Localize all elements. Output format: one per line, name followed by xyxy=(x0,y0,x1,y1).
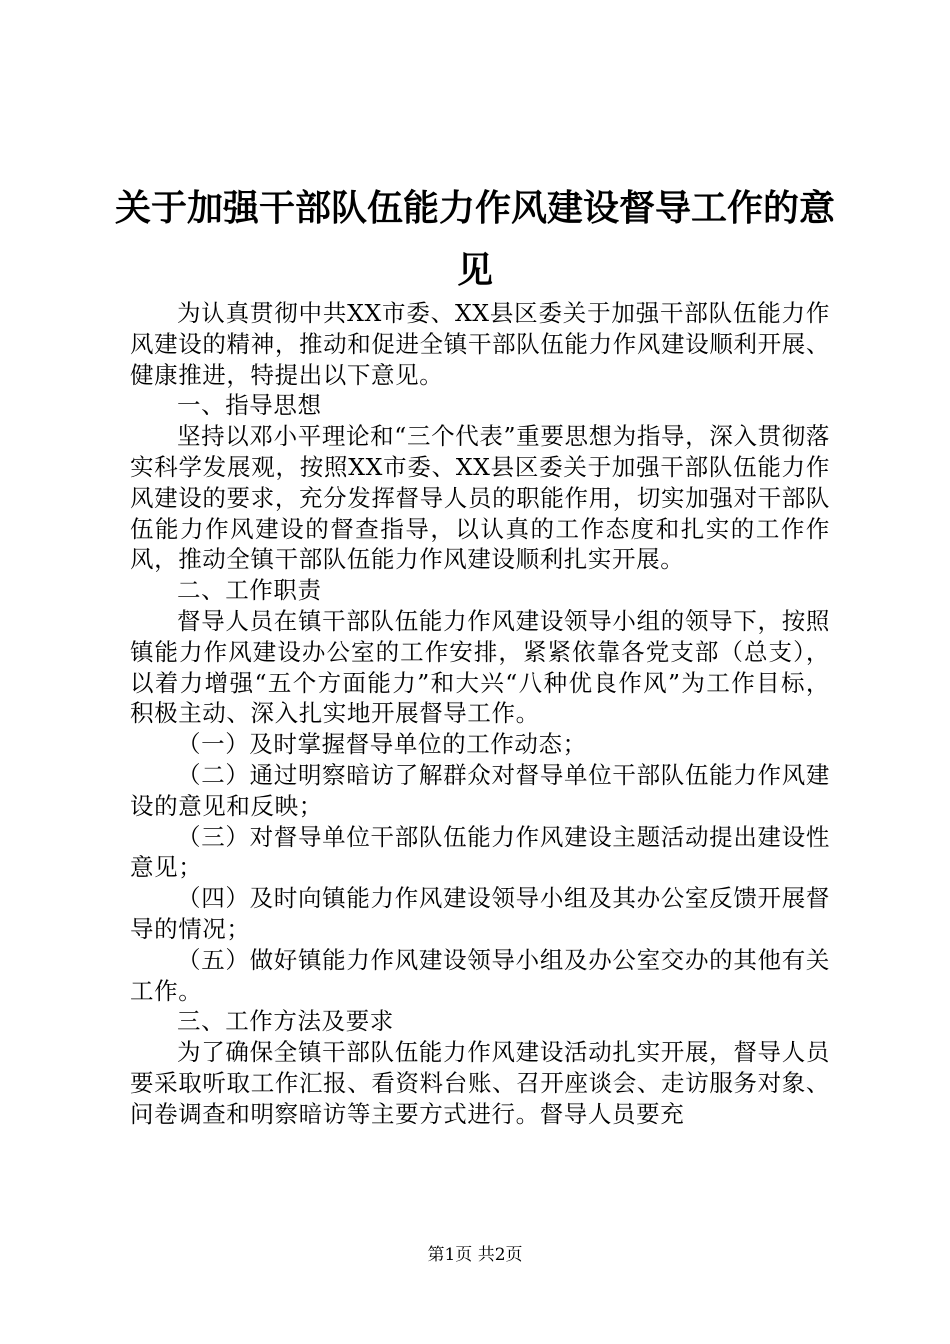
document-title-line-1: 关于加强干部队伍能力作风建设督导工作的意 xyxy=(114,187,835,229)
responsibility-item-3: （三）对督导单位干部队伍能力作风建设主题活动提出建设性意见； xyxy=(130,822,830,882)
section-heading-responsibilities: 二、工作职责 xyxy=(177,576,322,605)
document-title-line-2: 见 xyxy=(456,249,493,291)
responsibility-item-1: （一）及时掌握督导单位的工作动态； xyxy=(177,730,587,759)
section-paragraph-guiding-thought: 坚持以邓小平理论和“三个代表”重要思想为指导，深入贯彻落实科学发展观，按照XX市委、XX县区委关于加强干部队伍能力作风建设的要求，充分发挥督导人员的职能作用，切实加强对干部队伍能力作风建设的督查指导，以认真的工作态度和扎实的工作作风，推动全镇干部队伍能力作风建设顺利扎实开展。 xyxy=(130,422,830,574)
page-number-footer: 第1页 共2页 xyxy=(427,1245,523,1265)
responsibility-item-4: （四）及时向镇能力作风建设领导小组及其办公室反馈开展督导的情况； xyxy=(130,884,830,943)
responsibility-item-5: （五）做好镇能力作风建设领导小组及办公室交办的其他有关工作。 xyxy=(130,945,830,1005)
responsibility-item-2: （二）通过明察暗访了解群众对督导单位干部队伍能力作风建设的意见和反映； xyxy=(130,760,830,820)
section-paragraph-responsibilities: 督导人员在镇干部队伍能力作风建设领导小组的领导下，按照镇能力作风建设办公室的工作安排，紧紧依靠各党支部（总支），以着力增强“五个方面能力”和大兴“八种优良作风”为工作目标，积极主动、深入扎实地开展督导工作。 xyxy=(130,606,830,728)
document-body xyxy=(130,298,830,1130)
intro-paragraph: 为认真贯彻中共XX市委、XX县区委关于加强干部队伍能力作风建设的精神，推动和促进全镇干部队伍能力作风建设顺利开展、健康推进，特提出以下意见。 xyxy=(130,299,830,389)
section-heading-methods: 三、工作方法及要求 xyxy=(177,1007,394,1036)
section-heading-guiding-thought: 一、指导思想 xyxy=(177,391,322,420)
section-paragraph-methods: 为了确保全镇干部队伍能力作风建设活动扎实开展，督导人员要采取听取工作汇报、看资料台账、召开座谈会、走访服务对象、问卷调查和明察暗访等主要方式进行。督导人员要充 xyxy=(130,1038,830,1128)
